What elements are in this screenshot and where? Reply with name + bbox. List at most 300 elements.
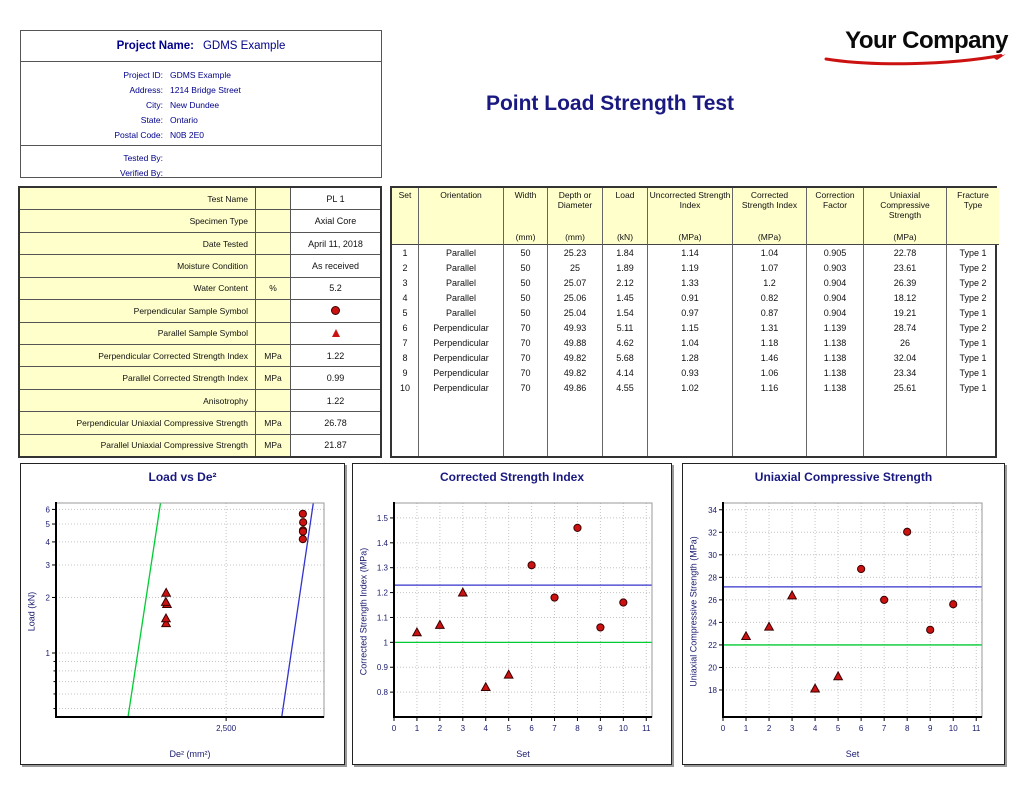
- table-cell: 70: [504, 350, 548, 365]
- table-cell: 49.93: [548, 320, 603, 335]
- y-axis-label: Corrected Strength Index (MPa): [358, 547, 369, 676]
- table-cell: 18.12: [864, 290, 947, 305]
- summary-row-unit: %: [256, 278, 291, 299]
- table-cell: 4.62: [603, 335, 648, 350]
- project-field-value: New Dundee: [170, 99, 220, 110]
- column-header-name: Depth or Diameter: [557, 190, 593, 210]
- y-tick-label: 30: [708, 550, 717, 560]
- table-cell: 5.11: [603, 320, 648, 335]
- summary-row: [20, 255, 380, 277]
- y-tick-label: 4: [45, 537, 50, 547]
- table-cell: 23.61: [864, 260, 947, 275]
- table-cell: Type 1: [959, 337, 987, 348]
- table-cell: 3: [392, 275, 419, 290]
- y-tick-label: 1.1: [376, 613, 388, 623]
- summary-row-value: 1.22: [291, 390, 380, 411]
- table-cell: Perpendicular: [419, 320, 504, 335]
- table-cell: Parallel: [419, 245, 504, 260]
- table-cell: 1.02: [648, 380, 733, 395]
- plot-area: [353, 464, 671, 764]
- project-field-label: Address:: [129, 84, 163, 95]
- perpendicular-point: [551, 594, 558, 601]
- parallel-point: [788, 591, 797, 599]
- table-cell: 1.15: [648, 320, 733, 335]
- x-tick-label: 2,500: [216, 724, 237, 733]
- summary-row-value: As received: [291, 255, 380, 276]
- table-cell: Type 2: [959, 292, 987, 303]
- project-field-row: [21, 127, 381, 142]
- summary-row-value: PL 1: [291, 188, 380, 209]
- y-tick-label: 24: [708, 618, 717, 628]
- summary-row-label: Parallel Corrected Strength Index: [20, 367, 256, 388]
- table-cell: 49.82: [548, 365, 603, 380]
- table-cell: 70: [504, 320, 548, 335]
- table-cell: 5.68: [603, 350, 648, 365]
- summary-row: [20, 278, 380, 300]
- y-tick-label: 18: [708, 685, 717, 695]
- x-tick-label: 6: [858, 724, 864, 733]
- table-filler-cell: [947, 395, 999, 456]
- summary-row: [20, 300, 380, 322]
- parallel-point: [481, 683, 490, 691]
- table-cell: Type 1: [959, 247, 987, 258]
- table-filler-cell: [733, 395, 807, 456]
- parallel-point: [162, 588, 171, 596]
- table-cell: 1.46: [733, 350, 807, 365]
- y-tick-label: 0.9: [376, 663, 388, 673]
- column-header-name: Uniaxial Compressive Strength: [880, 190, 930, 220]
- chart-title: Corrected Strength Index: [439, 470, 585, 484]
- summary-row-unit: [256, 233, 291, 254]
- project-signoff: [21, 146, 381, 180]
- table-cell: 25: [548, 260, 603, 275]
- summary-row: [20, 323, 380, 345]
- summary-row-unit: [256, 255, 291, 276]
- parallel-point: [162, 598, 171, 606]
- x-tick-label: 3: [460, 724, 466, 733]
- table-cell: 26: [864, 335, 947, 350]
- chart-title: Uniaxial Compressive Strength: [754, 470, 933, 484]
- summary-row-value: 0.99: [291, 367, 380, 388]
- table-cell: 50: [504, 245, 548, 260]
- parallel-point: [413, 628, 422, 636]
- table-cell: 8: [392, 350, 419, 365]
- column-header: [733, 188, 807, 245]
- y-tick-label: 1: [45, 649, 50, 659]
- table-cell: Type 2: [959, 262, 987, 273]
- table-cell: 50: [504, 275, 548, 290]
- y-tick-label: 1.2: [376, 588, 388, 598]
- summary-row-value: April 11, 2018: [291, 233, 380, 254]
- table-cell: 0.91: [648, 290, 733, 305]
- column-header-name: Width: [514, 190, 537, 200]
- table-cell: 1.28: [648, 350, 733, 365]
- x-tick-label: 11: [642, 724, 651, 733]
- test-data-table: [390, 186, 997, 458]
- table-filler-cell: [603, 395, 648, 456]
- table-cell: 70: [504, 380, 548, 395]
- parallel-sample-symbol-icon: [332, 329, 340, 337]
- column-header: [603, 188, 648, 245]
- table-filler-cell: [548, 395, 603, 456]
- plot-area: [683, 464, 1004, 764]
- table-cell: 9: [392, 365, 419, 380]
- project-field-value: GDMS Example: [170, 69, 231, 80]
- table-cell: 50: [504, 305, 548, 320]
- y-tick-label: 3: [45, 560, 50, 570]
- x-axis-label: Set: [516, 749, 530, 759]
- summary-row-value: [291, 323, 380, 344]
- x-tick-label: 4: [483, 724, 488, 733]
- summary-row: [20, 390, 380, 412]
- table-cell: 25.04: [548, 305, 603, 320]
- table-cell: 70: [504, 365, 548, 380]
- project-name-value: GDMS Example: [202, 40, 286, 52]
- column-header-unit: (MPa): [757, 232, 782, 242]
- project-field-value: 1214 Bridge Street: [170, 84, 241, 95]
- perpendicular-point: [904, 528, 911, 535]
- plot-border: [394, 503, 652, 717]
- y-tick-label: 1.5: [376, 513, 388, 523]
- summary-row-value: [291, 300, 380, 321]
- table-cell: 1.19: [648, 260, 733, 275]
- table-cell: 5: [392, 305, 419, 320]
- x-tick-label: 7: [881, 724, 887, 733]
- summary-row-label: Test Name: [20, 188, 256, 209]
- y-tick-label: 0.8: [376, 688, 388, 698]
- y-tick-label: 2: [45, 593, 50, 603]
- table-cell: 2.12: [603, 275, 648, 290]
- x-tick-label: 0: [720, 724, 726, 733]
- table-cell: 4.55: [603, 380, 648, 395]
- y-tick-label: 5: [45, 520, 50, 530]
- y-tick-label: 32: [708, 528, 717, 538]
- signoff-row: [21, 165, 381, 180]
- perpendicular-point: [299, 536, 306, 543]
- perpendicular-point: [597, 624, 604, 631]
- summary-row-value: 5.2: [291, 278, 380, 299]
- table-cell: 10: [392, 380, 419, 395]
- summary-row: [20, 345, 380, 367]
- parallel-point: [811, 684, 820, 692]
- project-field-row: [21, 112, 381, 127]
- summary-row-unit: [256, 210, 291, 231]
- chart-corrected-strength-index: [352, 463, 672, 765]
- company-logo: [818, 28, 1008, 68]
- table-cell: 26.39: [864, 275, 947, 290]
- table-cell: 1.138: [807, 365, 864, 380]
- project-field-label: Project ID:: [123, 69, 163, 80]
- y-axis-label: Uniaxial Compressive Strength (MPa): [688, 536, 699, 687]
- table-cell: 22.78: [864, 245, 947, 260]
- x-tick-label: 11: [972, 724, 981, 733]
- summary-row-label: Perpendicular Uniaxial Compressive Strength: [20, 412, 256, 433]
- table-filler-cell: [864, 395, 947, 456]
- table-cell: 19.21: [864, 305, 947, 320]
- table-cell: 1: [392, 245, 419, 260]
- signoff-label: Verified By:: [120, 167, 163, 178]
- table-cell: 25.23: [548, 245, 603, 260]
- x-tick-label: 7: [552, 724, 557, 733]
- column-header-unit: (mm): [565, 232, 585, 242]
- perpendicular-point: [299, 528, 306, 535]
- y-axis-label: Load (kN): [26, 591, 37, 632]
- summary-row-unit: [256, 390, 291, 411]
- column-header: [548, 188, 603, 245]
- parallel-point: [742, 632, 751, 640]
- plot-area: [21, 464, 344, 764]
- table-cell: 1.33: [648, 275, 733, 290]
- project-field-value: Ontario: [170, 114, 198, 125]
- table-cell: 0.97: [648, 305, 733, 320]
- summary-row: [20, 412, 380, 434]
- summary-row-label: Specimen Type: [20, 210, 256, 231]
- test-summary-table: [18, 186, 382, 458]
- parallel-point: [162, 614, 171, 622]
- parallel-point: [765, 622, 774, 630]
- y-tick-label: 6: [45, 505, 50, 515]
- table-cell: 49.82: [548, 350, 603, 365]
- table-cell: Perpendicular: [419, 380, 504, 395]
- table-cell: Perpendicular: [419, 335, 504, 350]
- chart-uniaxial-compressive-strength: [682, 463, 1005, 765]
- column-header-name: Fracture Type: [957, 190, 989, 210]
- table-cell: 25.07: [548, 275, 603, 290]
- y-tick-label: 34: [708, 505, 717, 515]
- y-tick-label: 1.3: [376, 563, 388, 573]
- column-header-unit: (MPa): [678, 232, 702, 242]
- summary-row-label: Perpendicular Corrected Strength Index: [20, 345, 256, 366]
- table-cell: 1.138: [807, 380, 864, 395]
- perpendicular-point: [574, 524, 581, 531]
- table-cell: 4.14: [603, 365, 648, 380]
- table-cell: 0.905: [807, 245, 864, 260]
- perpendicular-point: [858, 565, 865, 572]
- table-cell: 1.138: [807, 350, 864, 365]
- y-tick-label: 1.4: [376, 538, 388, 548]
- perpendicular-point: [927, 626, 934, 633]
- plot-border: [56, 503, 324, 717]
- page-title: Point Load Strength Test: [485, 92, 735, 115]
- column-header: [419, 188, 504, 245]
- table-filler-cell: [419, 395, 504, 456]
- project-field-row: [21, 82, 381, 97]
- summary-row: [20, 435, 380, 456]
- table-cell: Type 1: [959, 307, 987, 318]
- table-cell: 1.04: [648, 335, 733, 350]
- summary-row-unit: MPa: [256, 345, 291, 366]
- summary-row-unit: [256, 323, 291, 344]
- summary-row: [20, 367, 380, 389]
- table-cell: 1.06: [733, 365, 807, 380]
- summary-row: [20, 188, 380, 210]
- project-field-value: N0B 2E0: [170, 129, 205, 140]
- perpendicular-point: [300, 519, 307, 526]
- table-cell: 1.18: [733, 335, 807, 350]
- project-field-label: State:: [140, 114, 163, 125]
- project-field-label: City:: [146, 99, 163, 110]
- perpendicular-point: [620, 599, 627, 606]
- project-field-row: [21, 67, 381, 82]
- summary-row: [20, 210, 380, 232]
- column-header: [864, 188, 947, 245]
- summary-row-label: Date Tested: [20, 233, 256, 254]
- column-header: [392, 188, 419, 245]
- summary-row-label: Perpendicular Sample Symbol: [20, 300, 256, 321]
- column-header: [807, 188, 864, 245]
- table-cell: Perpendicular: [419, 350, 504, 365]
- table-cell: 1.89: [603, 260, 648, 275]
- column-header-unit: (MPa): [893, 232, 917, 242]
- x-axis-label: Set: [845, 749, 860, 759]
- plot-border: [723, 503, 982, 717]
- table-cell: 1.139: [807, 320, 864, 335]
- perpendicular-point: [299, 510, 306, 517]
- table-cell: Type 1: [959, 382, 987, 393]
- parallel-point: [436, 621, 445, 629]
- table-cell: Type 2: [959, 322, 987, 333]
- parallel-point: [834, 672, 843, 680]
- perpendicular-fit-line: [282, 503, 314, 717]
- x-tick-label: 1: [414, 724, 420, 733]
- table-cell: 0.87: [733, 305, 807, 320]
- summary-row-value: Axial Core: [291, 210, 380, 231]
- table-cell: Type 2: [959, 277, 987, 288]
- signoff-label: Tested By:: [123, 152, 163, 163]
- table-cell: 0.904: [807, 290, 864, 305]
- summary-row-unit: MPa: [256, 435, 291, 456]
- column-header-name: Uncorrected Strength Index: [649, 190, 731, 210]
- x-tick-label: 5: [506, 724, 511, 733]
- x-tick-label: 3: [789, 724, 795, 733]
- x-tick-label: 8: [575, 724, 580, 733]
- summary-row-label: Moisture Condition: [20, 255, 256, 276]
- parallel-point: [504, 670, 513, 678]
- table-cell: 1.138: [807, 335, 864, 350]
- x-tick-label: 2: [437, 724, 443, 733]
- x-tick-label: 2: [766, 724, 772, 733]
- table-cell: 50: [504, 290, 548, 305]
- logo-swoosh-icon: [818, 52, 1008, 68]
- x-tick-label: 9: [598, 724, 603, 733]
- table-cell: 1.2: [733, 275, 807, 290]
- table-cell: Parallel: [419, 290, 504, 305]
- table-cell: 0.93: [648, 365, 733, 380]
- table-cell: 0.82: [733, 290, 807, 305]
- x-tick-label: 5: [835, 724, 841, 733]
- table-cell: 1.84: [603, 245, 648, 260]
- chart-title: Load vs De²: [148, 470, 217, 484]
- project-field-row: [21, 97, 381, 112]
- table-cell: Parallel: [419, 260, 504, 275]
- y-tick-label: 22: [708, 640, 717, 650]
- table-cell: 1.31: [733, 320, 807, 335]
- x-tick-label: 9: [927, 724, 933, 733]
- x-tick-label: 0: [391, 724, 397, 733]
- x-tick-label: 8: [904, 724, 910, 733]
- x-tick-label: 4: [812, 724, 818, 733]
- x-tick-label: 10: [948, 724, 958, 733]
- x-tick-label: 6: [529, 724, 534, 733]
- table-cell: 0.904: [807, 305, 864, 320]
- table-cell: 25.06: [548, 290, 603, 305]
- table-cell: 1.14: [648, 245, 733, 260]
- table-cell: 32.04: [864, 350, 947, 365]
- chart-load-vs-de2: [20, 463, 345, 765]
- x-axis-label: De² (mm²): [169, 749, 211, 759]
- table-cell: 70: [504, 335, 548, 350]
- table-cell: 1.45: [603, 290, 648, 305]
- summary-row-value: 21.87: [291, 435, 380, 456]
- column-header: [947, 188, 999, 245]
- parallel-point: [459, 588, 468, 596]
- table-filler-cell: [504, 395, 548, 456]
- table-cell: 50: [504, 260, 548, 275]
- column-header-unit: (kN): [616, 232, 634, 242]
- table-cell: 25.61: [864, 380, 947, 395]
- summary-row: [20, 233, 380, 255]
- project-field-label: Postal Code:: [114, 129, 163, 140]
- summary-row-value: 26.78: [291, 412, 380, 433]
- table-cell: 1.54: [603, 305, 648, 320]
- column-header-name: Set: [398, 190, 412, 200]
- project-fields: [21, 62, 381, 146]
- table-filler-cell: [392, 395, 419, 456]
- company-logo-text: Your Company: [845, 27, 1008, 54]
- summary-row-unit: MPa: [256, 367, 291, 388]
- table-cell: 0.904: [807, 275, 864, 290]
- table-cell: Parallel: [419, 305, 504, 320]
- table-cell: 1.16: [733, 380, 807, 395]
- y-tick-label: 20: [708, 663, 717, 673]
- project-name-row: [21, 31, 381, 62]
- table-cell: 4: [392, 290, 419, 305]
- column-header-name: Corrected Strength Index: [741, 190, 798, 210]
- table-cell: Perpendicular: [419, 365, 504, 380]
- table-cell: 6: [392, 320, 419, 335]
- x-tick-label: 1: [743, 724, 749, 733]
- summary-row-value: 1.22: [291, 345, 380, 366]
- column-header-unit: (mm): [515, 232, 536, 242]
- column-header-name: Correction Factor: [815, 190, 855, 210]
- table-cell: Type 1: [959, 352, 987, 363]
- table-cell: Parallel: [419, 275, 504, 290]
- y-tick-label: 26: [708, 595, 717, 605]
- summary-row-label: Water Content: [20, 278, 256, 299]
- signoff-row: [21, 150, 381, 165]
- table-filler-cell: [648, 395, 733, 456]
- y-tick-label: 1: [383, 638, 388, 648]
- x-tick-label: 10: [618, 724, 628, 733]
- summary-row-label: Anisotrophy: [20, 390, 256, 411]
- project-info-box: [20, 30, 382, 178]
- summary-row-unit: [256, 300, 291, 321]
- table-cell: 1.07: [733, 260, 807, 275]
- table-cell: 28.74: [864, 320, 947, 335]
- table-cell: 1.04: [733, 245, 807, 260]
- table-cell: 49.88: [548, 335, 603, 350]
- table-cell: 49.86: [548, 380, 603, 395]
- table-cell: 23.34: [864, 365, 947, 380]
- summary-row-unit: MPa: [256, 412, 291, 433]
- y-tick-label: 28: [708, 573, 717, 583]
- table-cell: Type 1: [959, 367, 987, 378]
- table-cell: 7: [392, 335, 419, 350]
- perpendicular-point: [950, 601, 957, 608]
- perpendicular-point: [528, 562, 535, 569]
- table-cell: 0.903: [807, 260, 864, 275]
- summary-row-unit: [256, 188, 291, 209]
